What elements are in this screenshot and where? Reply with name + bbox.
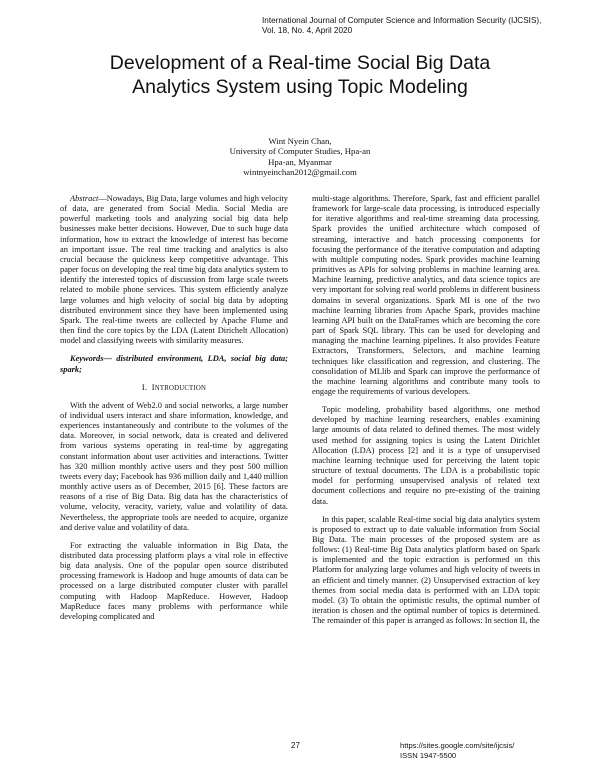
- journal-volume: Vol. 18, No. 4, April 2020: [262, 26, 353, 36]
- right-paragraph-3: In this paper, scalable Real-time social big data analytics system is proposed to extract up to date valuable information from Social Big Data. The main processes of the proposed system are as follows: (1) Real-time Big Data analytics platform based on Spark is implemented and the topic extraction is performed on this Platform for analyzing large volumes and high velocity of tweets in an efficient and timely manner. (2) Unsupervised extraction of key themes from social media data is performed with an LDA topic model. (3) To obtain the optimistic results, the optimal number of iteration is chosen and the optimal number of topics is determined. The remainder of this paper is arranged as follows: In section II, the: [312, 514, 540, 626]
- page-number: 27: [291, 741, 300, 750]
- intro-paragraph-2: For extracting the valuable information in Big Data, the distributed data processing platform plays a vital role in effective big data analysis. One of the popular open source distributed processing framework is Hadoop and huge amounts of data can be processed on a large distributed computer cluster with parallel computing with Hadoop MapReduce. However, Hadoop MapReduce faces many problems with performance while developing complicated and: [60, 540, 288, 621]
- section-heading-introduction: [60, 383, 288, 394]
- journal-name: International Journal of Computer Science and Information Security (IJCSIS),: [262, 16, 542, 25]
- section-first-letter: I: [151, 382, 155, 392]
- author-affiliation: University of Computer Studies, Hpa-an: [229, 146, 371, 157]
- abstract-text: Nowadays, Big Data, large volumes and high velocity of data, are generated from Social Media. Social Media are powerful marketing tools and analyzing social big data help businesses make better decisions. However, Due to such huge data information, how to extract the knowledge of interest has become an important issue. The real time tracking and analytics is also crucial because the quickness keep competitive advantage. This paper focus on developing the real time big data analytics system to identify the interested topics of discussion from large scale tweets related to mobile phone services. This system efficiently analyze large volumes and high velocity of social big data by adopting distributed environment since they have been implemented using Spark. The real-time tweets are collected by Apache Flume and then find the core topics by the LDA (Latent Dirichelt Allocation) model and classifying tweets with similarity measures.: [60, 194, 288, 346]
- author-block: [150, 136, 450, 177]
- keywords: [60, 354, 288, 374]
- journal-header: [262, 16, 541, 36]
- abstract: [60, 194, 288, 346]
- section-number: I.: [141, 382, 148, 392]
- right-column: [312, 194, 540, 634]
- author-location: Hpa-an, Myanmar: [268, 156, 332, 167]
- right-paragraph-2: Topic modeling, probability based algorithms, one method developed by machine learning researchers, enables examining large amounts of data related to defined themes. The most widely used method for assigning topics is using the Latent Dirichlet Allocation (LDA) process [2] and it is a type of unsupervised machine learning technique used for perceiving the latent topic structure of textual documents. The LDA is a probabilistic topic model for performing unsupervised analysis of related text document collections and require no pre-existing of the training data.: [312, 405, 540, 506]
- footer-issn: ISSN 1947-5500: [400, 751, 457, 760]
- abstract-label: Abstract: [70, 194, 99, 203]
- title-line-2: Analytics System using Topic Modeling: [132, 75, 468, 98]
- section-rest: NTRODUCTION: [154, 384, 207, 392]
- title-line-1: Development of a Real-time Social Big Data: [109, 52, 491, 74]
- author-email[interactable]: wintnyeinchan2012@gmail.com: [243, 166, 357, 177]
- keywords-text: — distributed environment, LDA, social big data; spark;: [60, 354, 288, 374]
- paper-title: [60, 52, 540, 99]
- right-paragraph-1: multi-stage algorithms. Therefore, Spark, fast and efficient parallel framework for large-scale data processing, is introduced especially for iterative algorithms and real-time streaming data processing. Spark provides the unified architecture which composed of streaming, interactive and batch processing components for focusing the performance of the iterative computation and adapting with multiple computing nodes. Spark provides machine learning primitives as APIs for solving problems in machine learning area. Machine learning, predictive analytics, and data science topics are very important for solving real world problems in different business domains in several organizations. Spark MI is one of the two machine learning libraries from Apache Spark, provides machine learning API built on the DataFrames which are becoming the core part of Spark SQL library. This can be used for developing and managing the machine learning pipelines. It also provides Feature Extractors, Transformers, Selectors, and machine learning techniques like classification and regression, and clustering. The consolidation of MLlib and Spark can improve the performance of the machine learning algorithms and contribute many tools to engage the requirements of various developers.: [312, 194, 540, 396]
- footer-info: [400, 741, 514, 761]
- author-name: Wint Nyein Chan,: [268, 136, 332, 146]
- left-column: [60, 194, 288, 630]
- keywords-label: Keywords: [70, 354, 104, 364]
- footer-url[interactable]: https://sites.google.com/site/ijcsis/: [400, 741, 515, 750]
- abstract-dash: —: [98, 194, 107, 203]
- intro-paragraph-1: With the advent of Web2.0 and social networks, a large number of individual users interact and share information, knowledge, and experiences instantaneously and contribute to the volumes of the data. Moreover, in social network, data is created and delivered from various systems operating in real-time by aggregating constant information about user activities and interactions. Twitter has 320 million monthly active users and they post 500 million tweets every day; Facebook has 936 million daily and 1,440 million monthly active users as of December, 2015 [6]. These factors are reasons of a rise of Big Data. Big data has the characteristics of volume, velocity, veracity, variety, value and volatility of data. Nevertheless, the appropriate tools are needed to acquire, organize and derive value and volatility of data.: [60, 400, 288, 532]
